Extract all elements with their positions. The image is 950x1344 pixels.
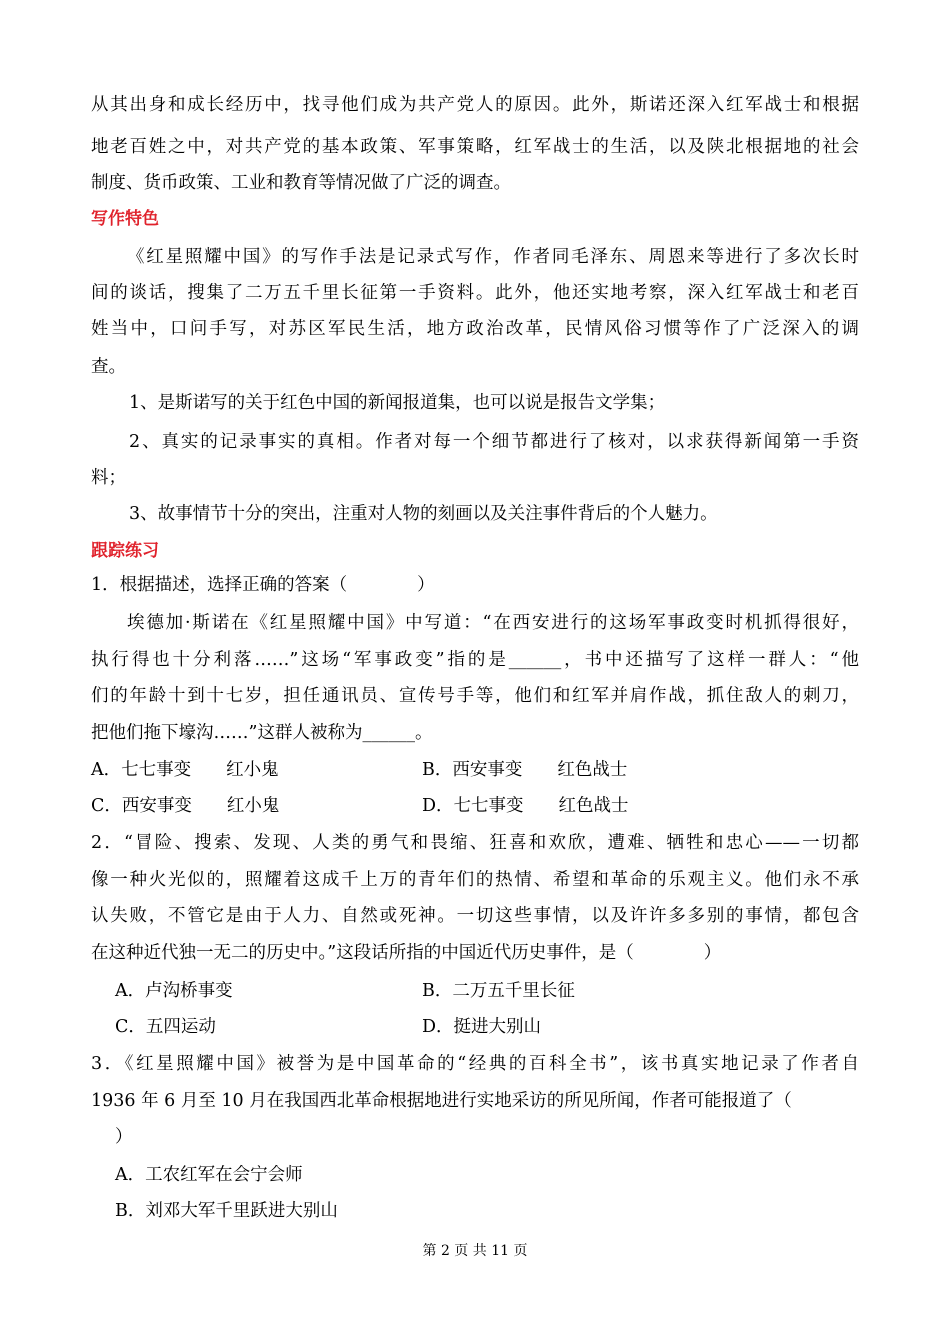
q1-option-c: C．西安事变 红小鬼 [91, 796, 280, 816]
writing-features-line-2: 间的谈话，搜集了二万五千里长征第一手资料。此外，他还实地考察，深入红军战士和老百 [91, 283, 859, 303]
q1-passage-line-3: 们的年龄十到十七岁，担任通讯员、宣传号手等，他们和红军并肩作战，抓住敌人的刺刀， [91, 686, 859, 706]
q3-stem-line-3: ） [115, 1127, 133, 1147]
writing-features-line-4: 查。 [91, 357, 126, 377]
intro-line-2: 地老百姓之中，对共产党的基本政策、军事策略，红军战士的生活，以及陕北根据地的社会 [91, 137, 859, 157]
intro-line-3: 制度、货币政策、工业和教育等情况做了广泛的调查。 [91, 173, 511, 193]
q1-option-b: B．西安事变 红色战士 [422, 760, 628, 780]
q3-stem-line-1: 3．《红星照耀中国》被誉为是中国革命的“经典的百科全书”，该书真实地记录了作者自 [91, 1054, 859, 1074]
q1-option-a: A．七七事变 红小鬼 [91, 760, 279, 780]
q1-passage-line-2: 执行得也十分利落……”这场“军事政变”指的是______，书中还描写了这样一群人：“他 [91, 650, 859, 670]
q2-stem-line-2: 像一种火光似的，照耀着这成千上万的青年们的热情、希望和革命的乐观主义。他们永不承 [91, 870, 859, 890]
page-footer: 第 2 页 共 11 页 [422, 1243, 528, 1259]
q3-option-b: B．刘邓大军千里跃进大别山 [115, 1201, 338, 1221]
feature-point-2-line-1: 2、真实的记录事实的真相。作者对每一个细节都进行了核对，以求获得新闻第一手资 [129, 432, 859, 452]
q1-passage-line-4: 把他们拖下壕沟……”这群人被称为______。 [91, 723, 433, 743]
q1-stem: 1．根据描述，选择正确的答案（ ） [91, 575, 435, 595]
q3-option-a: A．工农红军在会宁会师 [115, 1165, 303, 1185]
feature-point-1: 1、是斯诺写的关于红色中国的新闻报道集，也可以说是报告文学集； [129, 393, 666, 413]
feature-point-2-line-2: 料； [91, 468, 126, 488]
q3-stem-line-2: 1936 年 6 月至 10 月在我国西北革命根据地进行实地采访的所见所闻，作者可能报道了（ [91, 1091, 792, 1111]
feature-point-3: 3、故事情节十分的突出，注重对人物的刻画以及关注事件背后的个人魅力。 [129, 504, 718, 524]
writing-features-line-1: 《红星照耀中国》的写作手法是记录式写作，作者同毛泽东、周恩来等进行了多次长时 [127, 247, 859, 267]
section-heading-writing-features: 写作特色 [91, 209, 159, 229]
q2-option-a: A．卢沟桥事变 [115, 981, 233, 1001]
writing-features-line-3: 姓当中，口问手写，对苏区军民生活，地方政治改革，民情风俗习惯等作了广泛深入的调 [91, 319, 859, 339]
q2-stem-line-4: 在这种近代独一无二的历史中。”这段话所指的中国近代历史事件，是（ ） [91, 943, 722, 963]
q2-option-b: B．二万五千里长征 [422, 981, 575, 1001]
q1-passage-line-1: 埃德加·斯诺在《红星照耀中国》中写道：“在西安进行的这场军事政变时机抓得很好， [127, 613, 859, 633]
q2-option-d: D．挺进大别山 [422, 1017, 542, 1037]
q2-stem-line-3: 认失败，不管它是由于人力、自然或死神。一切这些事情，以及许许多多别的事情，都包含 [91, 906, 859, 926]
q2-stem-line-1: 2．“冒险、搜索、发现、人类的勇气和畏缩、狂喜和欢欣，遭难、牺牲和忠心——一切都 [91, 833, 859, 853]
q2-option-c: C．五四运动 [115, 1017, 216, 1037]
q1-option-d: D．七七事变 红色战士 [422, 796, 629, 816]
section-heading-practice: 跟踪练习 [91, 541, 159, 561]
intro-line-1: 从其出身和成长经历中，找寻他们成为共产党人的原因。此外，斯诺还深入红军战士和根据 [91, 95, 859, 115]
